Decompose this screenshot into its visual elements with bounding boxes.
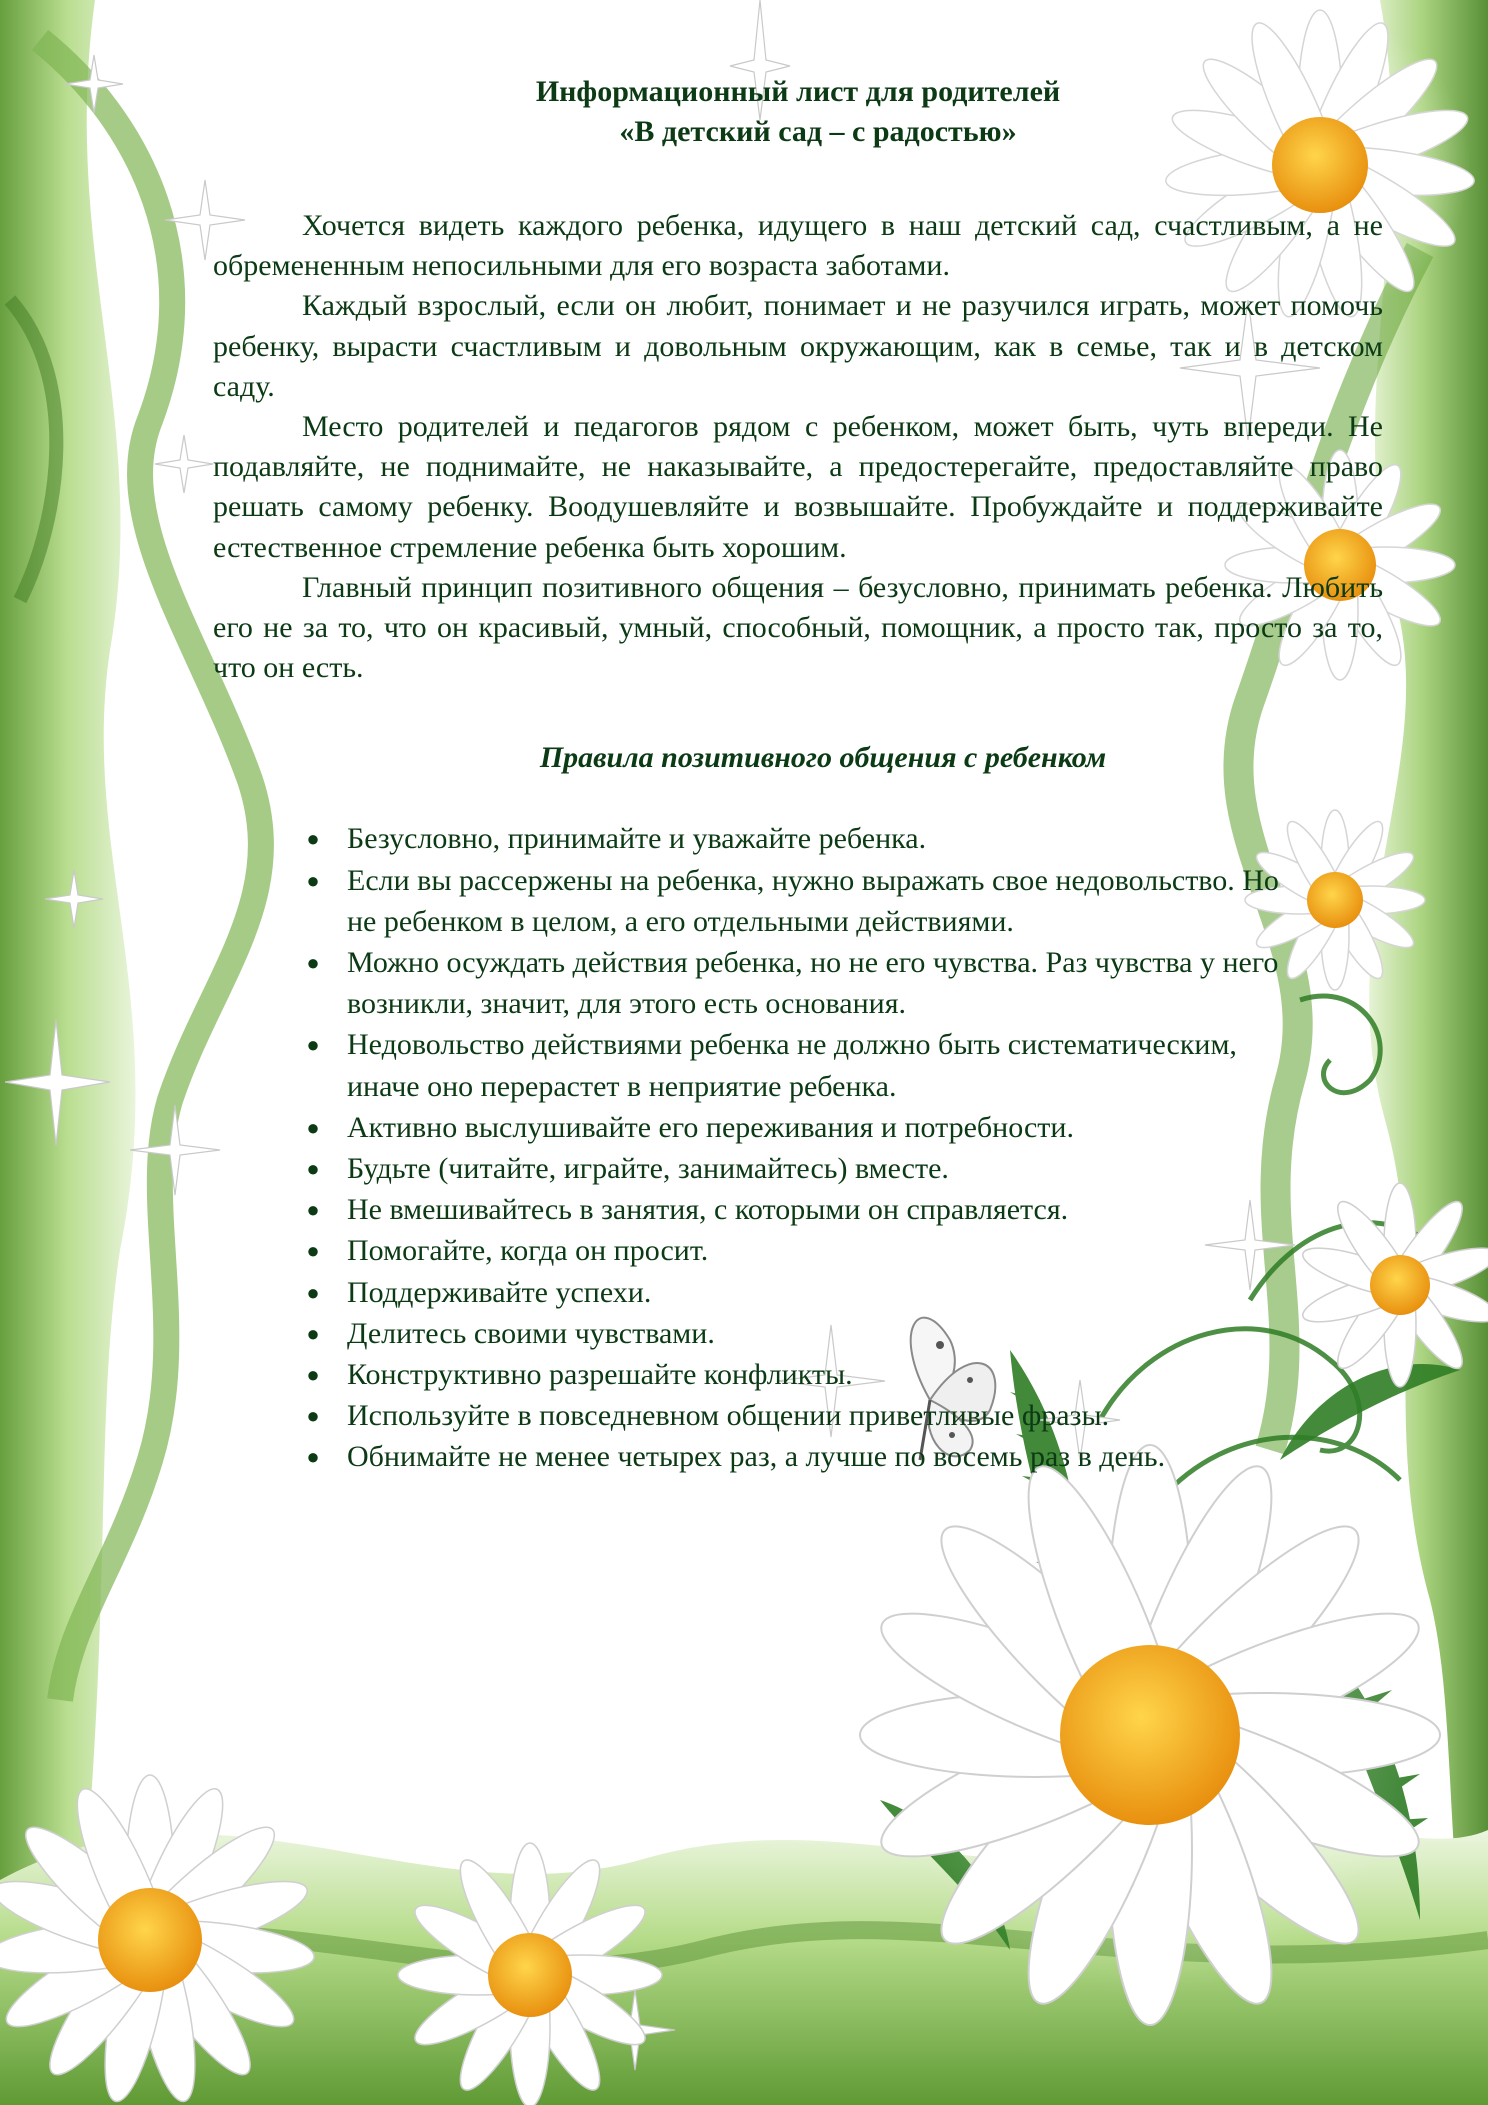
rules-list bbox=[213, 818, 1313, 1477]
list-item bbox=[303, 1354, 1313, 1395]
rule-text: Помогайте, когда он просит. bbox=[347, 1234, 709, 1268]
rule-text: Поддерживайте успехи. bbox=[347, 1275, 652, 1309]
rule-text: Не вмешивайтесь в занятия, с которыми он справляется. bbox=[347, 1193, 1069, 1227]
list-item bbox=[303, 1107, 1313, 1148]
bullet-icon: ● bbox=[306, 1362, 320, 1388]
paragraph: Место родителей и педагогов рядом с ребенком, может быть, чуть впереди. Не подавляйте, не поднимайте, не наказывайте, а предостерегайте, предоставляйте право решать самому ребенку. Воодушевляйте и возвышайте. Пробуждайте и поддерживайте естественное стремление ребенка быть хорошим. bbox=[213, 410, 1383, 564]
bullet-icon: ● bbox=[306, 1156, 320, 1182]
list-item bbox=[303, 1024, 1313, 1106]
list-item bbox=[303, 818, 1313, 859]
list-item bbox=[303, 1395, 1313, 1436]
bullet-icon: ● bbox=[306, 1238, 320, 1264]
rule-text: Активно выслушивайте его переживания и потребности. bbox=[347, 1110, 1074, 1144]
rule-text: Используйте в повседневном общении приветливые фразы. bbox=[347, 1399, 1110, 1433]
rule-text: Безусловно, принимайте и уважайте ребенка. bbox=[347, 822, 927, 856]
bullet-icon: ● bbox=[306, 1320, 320, 1346]
intro-paragraphs bbox=[213, 206, 1383, 688]
bullet-icon: ● bbox=[306, 1114, 320, 1140]
rule-text: Делитесь своими чувствами. bbox=[347, 1316, 715, 1350]
bullet-icon: ● bbox=[306, 1444, 320, 1470]
list-item bbox=[303, 1148, 1313, 1189]
title-line-2: «В детский сад – с радостью» bbox=[619, 115, 1017, 148]
paragraph: Главный принцип позитивного общения – безусловно, принимать ребенка. Любить его не за то, что он красивый, умный, способный, помощник, а просто так, просто за то, что он есть. bbox=[213, 570, 1383, 685]
list-item bbox=[303, 1272, 1313, 1313]
bullet-icon: ● bbox=[306, 1032, 320, 1058]
list-item bbox=[303, 1436, 1313, 1477]
list-item bbox=[303, 1313, 1313, 1354]
content bbox=[213, 72, 1383, 1478]
title-line-1: Информационный лист для родителей bbox=[535, 75, 1061, 108]
rule-text: Недовольство действиями ребенка не должно быть систематическим, иначе оно перерастет в неприятие ребенка. bbox=[347, 1028, 1237, 1103]
bullet-icon: ● bbox=[306, 1403, 320, 1429]
list-item bbox=[303, 942, 1313, 1024]
bullet-icon: ● bbox=[306, 867, 320, 893]
rule-text: Обнимайте не менее четырех раз, а лучше по восемь раз в день. bbox=[347, 1440, 1166, 1474]
daisy-icon bbox=[860, 1445, 1440, 2025]
rule-text: Если вы рассержены на ребенка, нужно выражать свое недовольство. Но не ребенком в целом, а его отдельными действиями. bbox=[347, 863, 1279, 938]
rule-text: Конструктивно разрешайте конфликты. bbox=[347, 1358, 853, 1392]
bullet-icon: ● bbox=[306, 1279, 320, 1305]
bullet-icon: ● bbox=[306, 1197, 320, 1223]
list-item bbox=[303, 1230, 1313, 1271]
bullet-icon: ● bbox=[306, 950, 320, 976]
bullet-icon: ● bbox=[306, 826, 320, 852]
rule-text: Можно осуждать действия ребенка, но не его чувства. Раз чувства у него возникли, значит, для этого есть основания. bbox=[347, 946, 1279, 1021]
page-title bbox=[213, 72, 1383, 152]
list-item bbox=[303, 860, 1313, 942]
rule-text: Будьте (читайте, играйте, занимайтесь) вместе. bbox=[347, 1152, 949, 1186]
paragraph: Каждый взрослый, если он любит, понимает и не разучился играть, может помочь ребенку, вырасти счастливым и довольным окружающим, как в семье, так и в детском саду. bbox=[213, 289, 1383, 403]
rules-heading: Правила позитивного общения с ребенком bbox=[539, 741, 1107, 775]
paragraph: Хочется видеть каждого ребенка, идущего в наш детский сад, счастливым, а не обремененным непосильными для его возраста заботами. bbox=[213, 209, 1383, 283]
list-item bbox=[303, 1189, 1313, 1230]
